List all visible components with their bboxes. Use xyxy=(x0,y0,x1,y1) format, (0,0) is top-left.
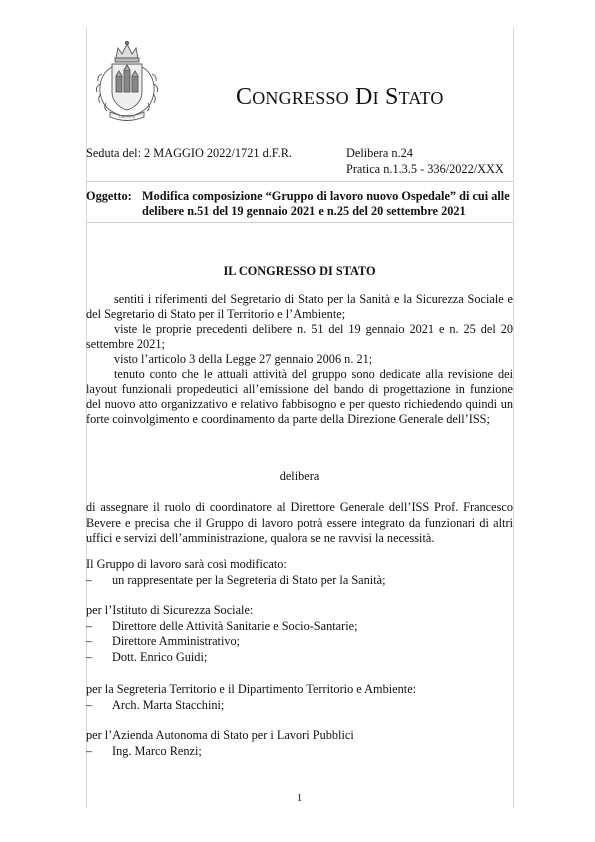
group-block xyxy=(86,682,513,713)
dash-marker: – xyxy=(86,572,93,587)
list-item: – Direttore Amministrativo; xyxy=(86,634,241,648)
group-block xyxy=(86,557,513,588)
oggetto-label: Oggetto: xyxy=(86,189,132,203)
divider-bottom xyxy=(86,222,513,223)
dash-marker: – xyxy=(86,697,93,712)
pratica-number: Pratica n.1.3.5 - 336/2022/XXX xyxy=(346,162,504,176)
page-number: 1 xyxy=(296,792,303,804)
group-block xyxy=(86,603,513,665)
decision-paragraph: di assegnare il ruolo di coordinatore al Direttore Generale dell’ISS Prof. Francesco Bevere e precisa che il Gruppo di lavoro potrà essere integrato da funzionari di altri uffici e servizi dell’amministrazione, qualora se ne ravvisi la necessità. xyxy=(86,500,513,545)
premise-paragraph: tenuto conto che le attuali attività del gruppo sono dedicate alla revisione dei layout funzionali propedeutici all’emissione del bando di progettazione in funzione del nuovo atto organizzativo e relativo fabbisogno e per questo richiedendo quindi un forte coinvolgimento e coordinamento da parte della Direzione Generale dell’ISS; xyxy=(86,367,513,426)
section-heading: IL CONGRESSO DI STATO xyxy=(223,264,376,278)
group-block xyxy=(86,728,513,759)
san-marino-crest-icon xyxy=(92,38,162,122)
oggetto-text: Modifica composizione “Gruppo di lavoro nuovo Ospedale” di cui alle delibere n.51 del 19 gennaio 2021 e n.25 del 20 settembre 2021 xyxy=(142,189,510,218)
dash-marker: – xyxy=(86,634,93,648)
group-intro: per la Segreteria Territorio e il Dipartimento Territorio e Ambiente: xyxy=(86,682,417,696)
list-item: – un rappresentate per la Segreteria di Stato per la Sanità; xyxy=(86,572,386,587)
dash-marker: – xyxy=(86,649,93,664)
page-title: CONGRESSO DI STATO xyxy=(236,84,444,110)
premise-paragraph: viste le proprie precedenti delibere n. 51 del 19 gennaio 2021 e n. 25 del 20 settembre 2021; xyxy=(86,322,513,351)
group-intro: per l’Azienda Autonoma di Stato per i Lavori Pubblici xyxy=(86,728,354,742)
group-intro: Il Gruppo di lavoro sarà così modificato: xyxy=(86,557,287,571)
premise-paragraph: visto l’articolo 3 della Legge 27 gennaio 2006 n. 21; xyxy=(114,352,373,366)
divider-top xyxy=(86,181,513,182)
list-item: – Ing. Marco Renzi; xyxy=(86,743,202,758)
dash-marker: – xyxy=(86,743,93,758)
premises-block xyxy=(86,292,513,427)
list-item: – Direttore delle Attività Sanitarie e Socio-Santarie; xyxy=(86,618,358,633)
delibera-number: Delibera n.24 xyxy=(346,146,413,160)
premise-paragraph: sentiti i riferimenti del Segretario di Stato per la Sanità e la Sicurezza Sociale e del Segretario di Stato per il Territorio e l’Ambiente; xyxy=(86,292,513,321)
seduta-date: Seduta del: 2 MAGGIO 2022/1721 d.F.R. xyxy=(86,146,293,160)
list-item: – Dott. Enrico Guidi; xyxy=(86,649,208,664)
group-intro: per l’Istituto di Sicurezza Sociale: xyxy=(86,603,254,617)
right-margin-line xyxy=(513,28,514,808)
dash-marker: – xyxy=(86,618,93,633)
decision-block xyxy=(86,500,513,547)
delibera-word: delibera xyxy=(279,469,320,483)
list-item: – Arch. Marta Stacchini; xyxy=(86,697,225,712)
crest-motto: LIBERTAS xyxy=(119,114,135,119)
